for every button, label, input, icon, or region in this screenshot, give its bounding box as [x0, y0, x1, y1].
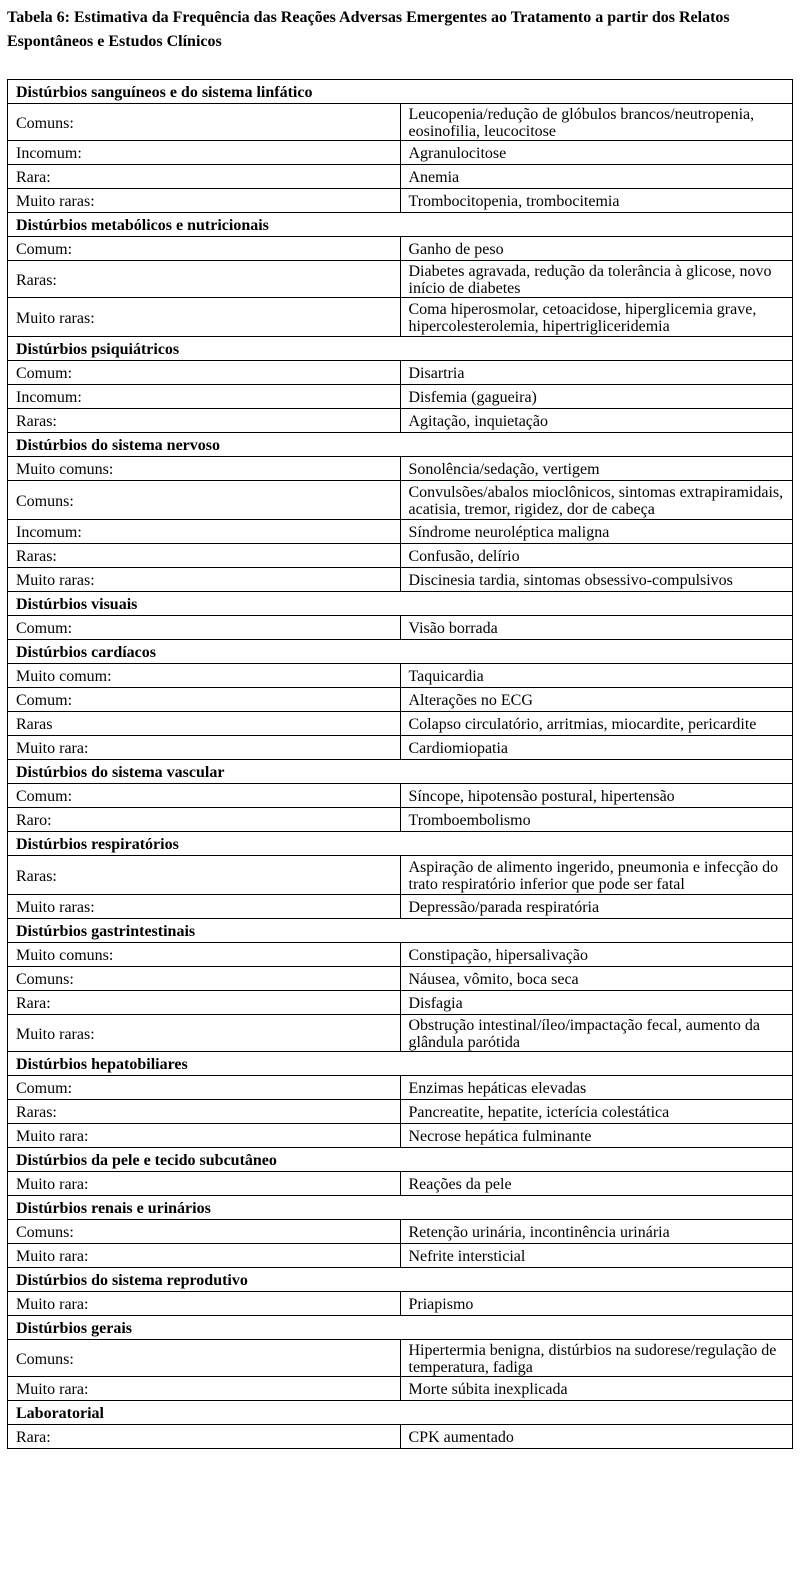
table-row	[8, 141, 793, 165]
reaction-cell: CPK aumentado	[400, 1425, 793, 1449]
frequency-cell: Incomum:	[8, 520, 401, 544]
table-row	[8, 991, 793, 1015]
table-row	[8, 298, 793, 337]
frequency-cell: Raras	[8, 712, 401, 736]
adverse-reactions-table	[7, 79, 793, 1449]
frequency-cell: Incomum:	[8, 385, 401, 409]
table-row	[8, 568, 793, 592]
section-header-row	[8, 213, 793, 237]
frequency-cell: Raras:	[8, 261, 401, 298]
section-title: Distúrbios hepatobiliares	[8, 1052, 793, 1076]
frequency-cell: Rara:	[8, 1425, 401, 1449]
reaction-cell: Agranulocitose	[400, 141, 793, 165]
table-row	[8, 1220, 793, 1244]
frequency-cell: Raras:	[8, 409, 401, 433]
reaction-cell: Hipertermia benigna, distúrbios na sudorese/regulação de temperatura, fadiga	[400, 1340, 793, 1377]
frequency-cell: Comum:	[8, 784, 401, 808]
reaction-cell: Ganho de peso	[400, 237, 793, 261]
section-title: Distúrbios do sistema vascular	[8, 760, 793, 784]
reaction-cell: Retenção urinária, incontinência urinária	[400, 1220, 793, 1244]
reaction-cell: Reações da pele	[400, 1172, 793, 1196]
section-header-row	[8, 640, 793, 664]
frequency-cell: Muito rara:	[8, 1377, 401, 1401]
section-title: Distúrbios cardíacos	[8, 640, 793, 664]
frequency-cell: Muito raras:	[8, 895, 401, 919]
section-header-row	[8, 337, 793, 361]
reaction-cell: Pancreatite, hepatite, icterícia colestática	[400, 1100, 793, 1124]
reaction-cell: Necrose hepática fulminante	[400, 1124, 793, 1148]
frequency-cell: Raras:	[8, 1100, 401, 1124]
frequency-cell: Muito raras:	[8, 1015, 401, 1052]
frequency-cell: Muito rara:	[8, 1244, 401, 1268]
section-header-row	[8, 592, 793, 616]
section-header-row	[8, 832, 793, 856]
reaction-cell: Colapso circulatório, arritmias, miocardite, pericardite	[400, 712, 793, 736]
frequency-cell: Comuns:	[8, 481, 401, 520]
reaction-cell: Anemia	[400, 165, 793, 189]
section-header-row	[8, 1148, 793, 1172]
frequency-cell: Comum:	[8, 361, 401, 385]
table-row	[8, 1100, 793, 1124]
section-title: Distúrbios do sistema nervoso	[8, 433, 793, 457]
table-row	[8, 385, 793, 409]
frequency-cell: Raras:	[8, 856, 401, 895]
reaction-cell: Nefrite intersticial	[400, 1244, 793, 1268]
frequency-cell: Comum:	[8, 688, 401, 712]
section-title: Distúrbios renais e urinários	[8, 1196, 793, 1220]
reaction-cell: Confusão, delírio	[400, 544, 793, 568]
reaction-cell: Alterações no ECG	[400, 688, 793, 712]
table-body	[8, 80, 793, 1449]
reaction-cell: Depressão/parada respiratória	[400, 895, 793, 919]
table-row	[8, 1340, 793, 1377]
section-title: Distúrbios sanguíneos e do sistema linfático	[8, 80, 793, 104]
section-header-row	[8, 1196, 793, 1220]
section-title: Distúrbios gastrintestinais	[8, 919, 793, 943]
frequency-cell: Comuns:	[8, 1340, 401, 1377]
frequency-cell: Comuns:	[8, 967, 401, 991]
table-row	[8, 1124, 793, 1148]
table-row	[8, 544, 793, 568]
section-title: Distúrbios psiquiátricos	[8, 337, 793, 361]
section-header-row	[8, 1268, 793, 1292]
table-row	[8, 1172, 793, 1196]
section-header-row	[8, 80, 793, 104]
reaction-cell: Disfemia (gagueira)	[400, 385, 793, 409]
frequency-cell: Muito comuns:	[8, 943, 401, 967]
reaction-cell: Síndrome neuroléptica maligna	[400, 520, 793, 544]
table-row	[8, 1244, 793, 1268]
reaction-cell: Morte súbita inexplicada	[400, 1377, 793, 1401]
table-caption: Tabela 6: Estimativa da Frequência das Reações Adversas Emergentes ao Tratamento a partir dos Relatos Espontâneos e Estudos Clínicos	[7, 9, 730, 50]
table-row	[8, 481, 793, 520]
reaction-cell: Diabetes agravada, redução da tolerância à glicose, novo início de diabetes	[400, 261, 793, 298]
table-row	[8, 1076, 793, 1100]
table-row	[8, 808, 793, 832]
table-row	[8, 664, 793, 688]
table-row	[8, 1425, 793, 1449]
table-row	[8, 1292, 793, 1316]
section-header-row	[8, 760, 793, 784]
section-header-row	[8, 919, 793, 943]
frequency-cell: Muito comum:	[8, 664, 401, 688]
reaction-cell: Leucopenia/redução de glóbulos brancos/neutropenia, eosinofilia, leucocitose	[400, 104, 793, 141]
table-row	[8, 261, 793, 298]
table-row	[8, 895, 793, 919]
frequency-cell: Muito raras:	[8, 568, 401, 592]
reaction-cell: Coma hiperosmolar, cetoacidose, hiperglicemia grave, hipercolesterolemia, hipertrigliceridemia	[400, 298, 793, 337]
reaction-cell: Convulsões/abalos mioclônicos, sintomas extrapiramidais, acatisia, tremor, rigidez, dor de cabeça	[400, 481, 793, 520]
table-row	[8, 520, 793, 544]
reaction-cell: Aspiração de alimento ingerido, pneumonia e infecção do trato respiratório inferior que pode ser fatal	[400, 856, 793, 895]
frequency-cell: Comuns:	[8, 1220, 401, 1244]
frequency-cell: Comum:	[8, 237, 401, 261]
frequency-cell: Muito rara:	[8, 1292, 401, 1316]
frequency-cell: Muito rara:	[8, 736, 401, 760]
table-row	[8, 943, 793, 967]
section-header-row	[8, 1316, 793, 1340]
reaction-cell: Taquicardia	[400, 664, 793, 688]
table-row	[8, 104, 793, 141]
frequency-cell: Incomum:	[8, 141, 401, 165]
table-row	[8, 967, 793, 991]
section-title: Laboratorial	[8, 1401, 793, 1425]
section-title: Distúrbios do sistema reprodutivo	[8, 1268, 793, 1292]
reaction-cell: Cardiomiopatia	[400, 736, 793, 760]
table-row	[8, 616, 793, 640]
section-title: Distúrbios respiratórios	[8, 832, 793, 856]
reaction-cell: Visão borrada	[400, 616, 793, 640]
table-row	[8, 856, 793, 895]
table-row	[8, 165, 793, 189]
reaction-cell: Disfagia	[400, 991, 793, 1015]
frequency-cell: Comum:	[8, 1076, 401, 1100]
reaction-cell: Disartria	[400, 361, 793, 385]
section-title: Distúrbios da pele e tecido subcutâneo	[8, 1148, 793, 1172]
reaction-cell: Trombocitopenia, trombocitemia	[400, 189, 793, 213]
section-title: Distúrbios visuais	[8, 592, 793, 616]
table-row	[8, 361, 793, 385]
table-row	[8, 688, 793, 712]
frequency-cell: Muito rara:	[8, 1172, 401, 1196]
frequency-cell: Raro:	[8, 808, 401, 832]
frequency-cell: Muito comuns:	[8, 457, 401, 481]
reaction-cell: Enzimas hepáticas elevadas	[400, 1076, 793, 1100]
frequency-cell: Muito raras:	[8, 189, 401, 213]
table-row	[8, 189, 793, 213]
table-row	[8, 409, 793, 433]
table-row	[8, 712, 793, 736]
table-row	[8, 784, 793, 808]
reaction-cell: Priapismo	[400, 1292, 793, 1316]
reaction-cell: Agitação, inquietação	[400, 409, 793, 433]
table-row	[8, 1377, 793, 1401]
section-header-row	[8, 433, 793, 457]
reaction-cell: Sonolência/sedação, vertigem	[400, 457, 793, 481]
section-header-row	[8, 1052, 793, 1076]
frequency-cell: Comum:	[8, 616, 401, 640]
frequency-cell: Muito rara:	[8, 1124, 401, 1148]
reaction-cell: Discinesia tardia, sintomas obsessivo-compulsivos	[400, 568, 793, 592]
frequency-cell: Raras:	[8, 544, 401, 568]
frequency-cell: Comuns:	[8, 104, 401, 141]
frequency-cell: Rara:	[8, 991, 401, 1015]
frequency-cell: Rara:	[8, 165, 401, 189]
section-title: Distúrbios metabólicos e nutricionais	[8, 213, 793, 237]
section-title: Distúrbios gerais	[8, 1316, 793, 1340]
reaction-cell: Síncope, hipotensão postural, hipertensão	[400, 784, 793, 808]
reaction-cell: Obstrução intestinal/íleo/impactação fecal, aumento da glândula parótida	[400, 1015, 793, 1052]
reaction-cell: Náusea, vômito, boca seca	[400, 967, 793, 991]
table-row	[8, 736, 793, 760]
section-header-row	[8, 1401, 793, 1425]
reaction-cell: Tromboembolismo	[400, 808, 793, 832]
table-row	[8, 1015, 793, 1052]
frequency-cell: Muito raras:	[8, 298, 401, 337]
reaction-cell: Constipação, hipersalivação	[400, 943, 793, 967]
table-row	[8, 457, 793, 481]
table-row	[8, 237, 793, 261]
